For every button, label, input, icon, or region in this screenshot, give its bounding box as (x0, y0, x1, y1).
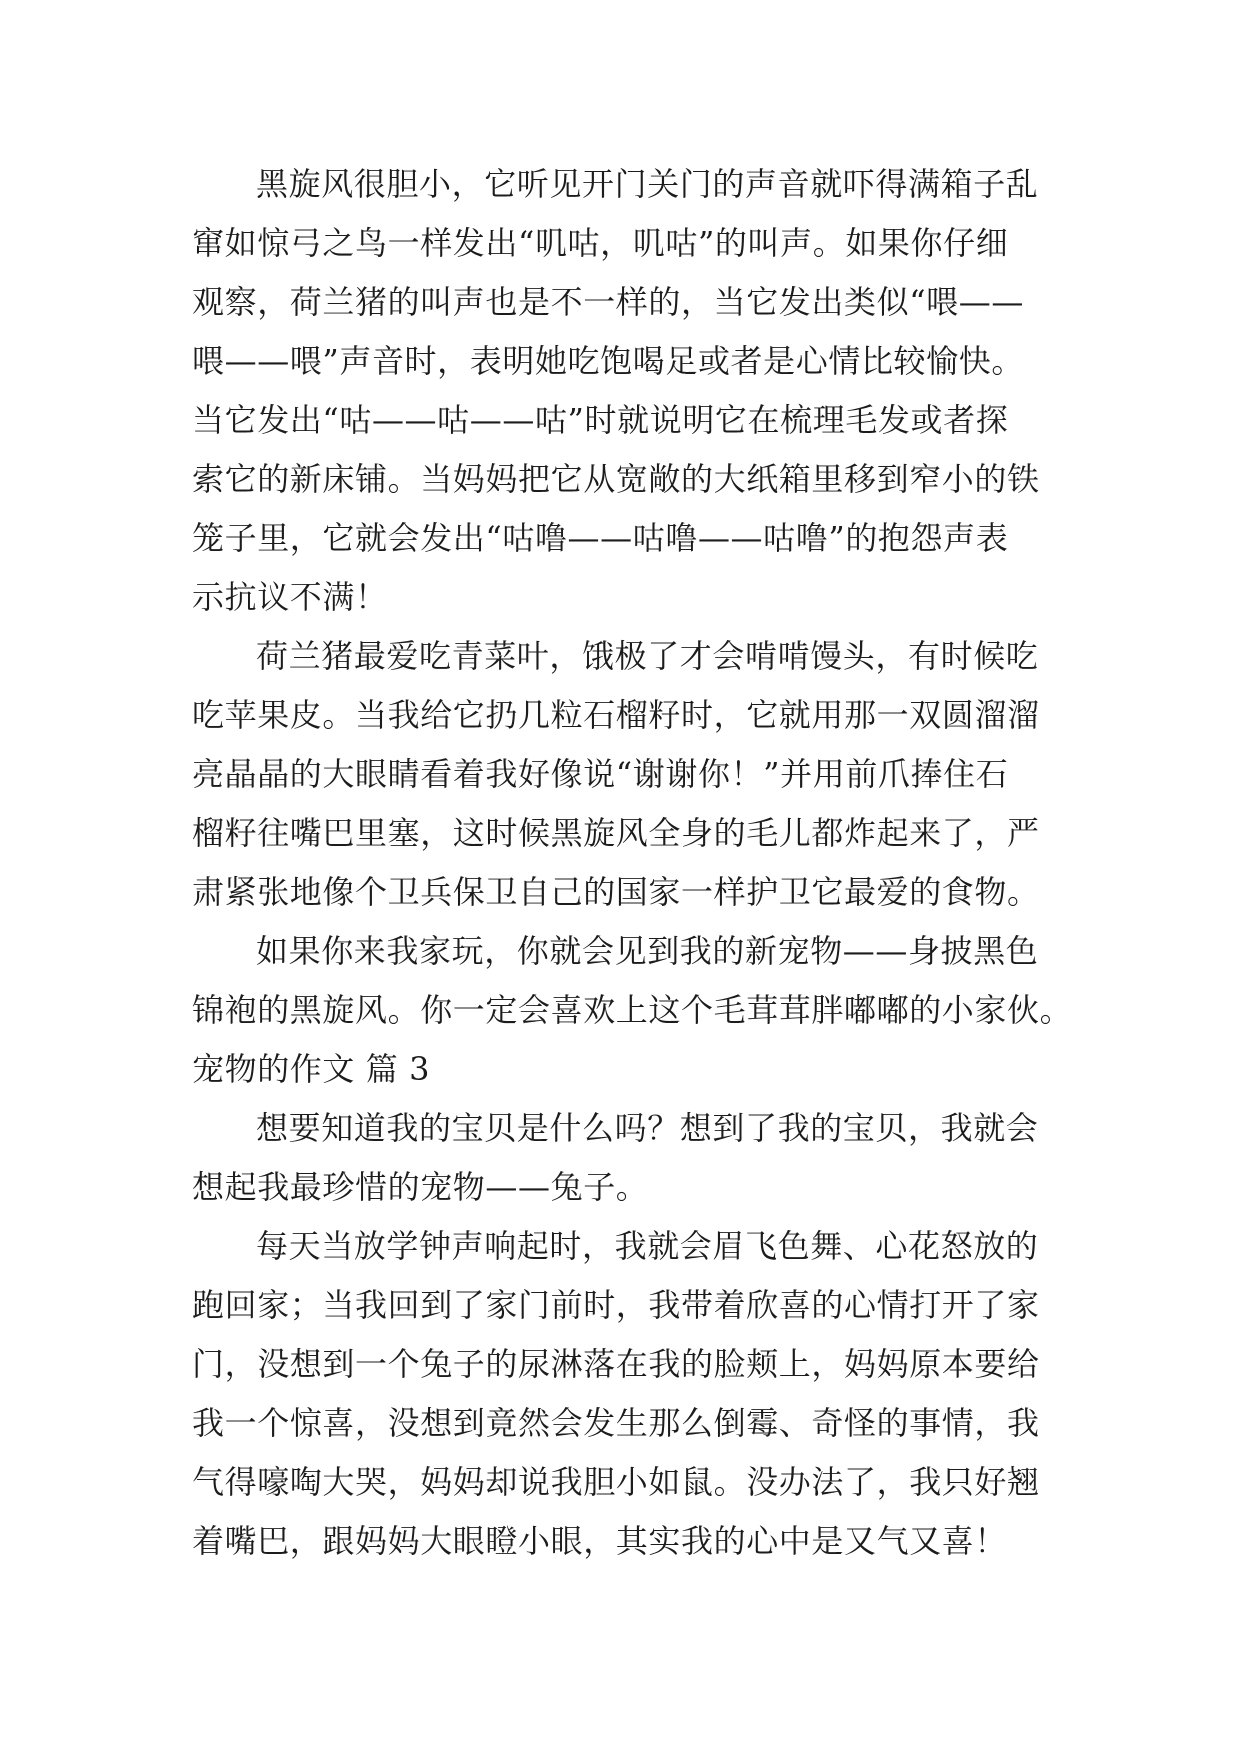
paragraph-line: 我一个惊喜，没想到竟然会发生那么倒霉、奇怪的事情，我 (192, 1404, 1040, 1442)
paragraph-line: 喂——喂”声音时，表明她吃饱喝足或者是心情比较愉快。 (192, 342, 1024, 380)
section-heading: 宠物的作文 篇 3 (192, 1050, 431, 1088)
paragraph-line: 观察，荷兰猪的叫声也是不一样的，当它发出类似“喂—— (192, 283, 1024, 321)
paragraph-line: 索它的新床铺。当妈妈把它从宽敞的大纸箱里移到窄小的铁 (192, 460, 1040, 498)
paragraph-line: 当它发出“咕——咕——咕”时就说明它在梳理毛发或者探 (192, 401, 1009, 439)
paragraph-line: 门，没想到一个兔子的尿淋落在我的脸颊上，妈妈原本要给 (192, 1345, 1040, 1383)
paragraph-line: 着嘴巴，跟妈妈大眼瞪小眼，其实我的心中是又气又喜！ (192, 1522, 1008, 1560)
paragraph-line: 笼子里，它就会发出“咕噜——咕噜——咕噜”的抱怨声表 (192, 519, 1009, 557)
paragraph-line: 荷兰猪最爱吃青菜叶，饿极了才会啃啃馒头，有时候吃 (256, 637, 1039, 675)
paragraph-line: 亮晶晶的大眼睛看着我好像说“谢谢你！”并用前爪捧住石 (192, 755, 1009, 793)
paragraph-line: 肃紧张地像个卫兵保卫自己的国家一样护卫它最爱的食物。 (192, 873, 1040, 911)
paragraph-line: 黑旋风很胆小，它听见开门关门的声音就吓得满箱子乱 (256, 165, 1039, 203)
paragraph-line: 示抗议不满！ (192, 578, 388, 616)
paragraph-line: 吃苹果皮。当我给它扔几粒石榴籽时，它就用那一双圆溜溜 (192, 696, 1040, 734)
paragraph-line: 想起我最珍惜的宠物——兔子。 (192, 1168, 649, 1206)
paragraph-line: 窜如惊弓之鸟一样发出“叽咕，叽咕”的叫声。如果你仔细 (192, 224, 1009, 262)
paragraph-line: 每天当放学钟声响起时，我就会眉飞色舞、心花怒放的 (256, 1227, 1039, 1265)
paragraph-line: 跑回家；当我回到了家门前时，我带着欣喜的心情打开了家 (192, 1286, 1040, 1324)
paragraph-line: 榴籽往嘴巴里塞，这时候黑旋风全身的毛儿都炸起来了，严 (192, 814, 1040, 852)
paragraph-line: 想要知道我的宝贝是什么吗？想到了我的宝贝，我就会 (256, 1109, 1039, 1147)
paragraph-line: 如果你来我家玩，你就会见到我的新宠物——身披黑色 (256, 932, 1039, 970)
paragraph-line: 气得嚎啕大哭，妈妈却说我胆小如鼠。没办法了，我只好翘 (192, 1463, 1040, 1501)
paragraph-line: 锦袍的黑旋风。你一定会喜欢上这个毛茸茸胖嘟嘟的小家伙。 (192, 991, 1073, 1029)
